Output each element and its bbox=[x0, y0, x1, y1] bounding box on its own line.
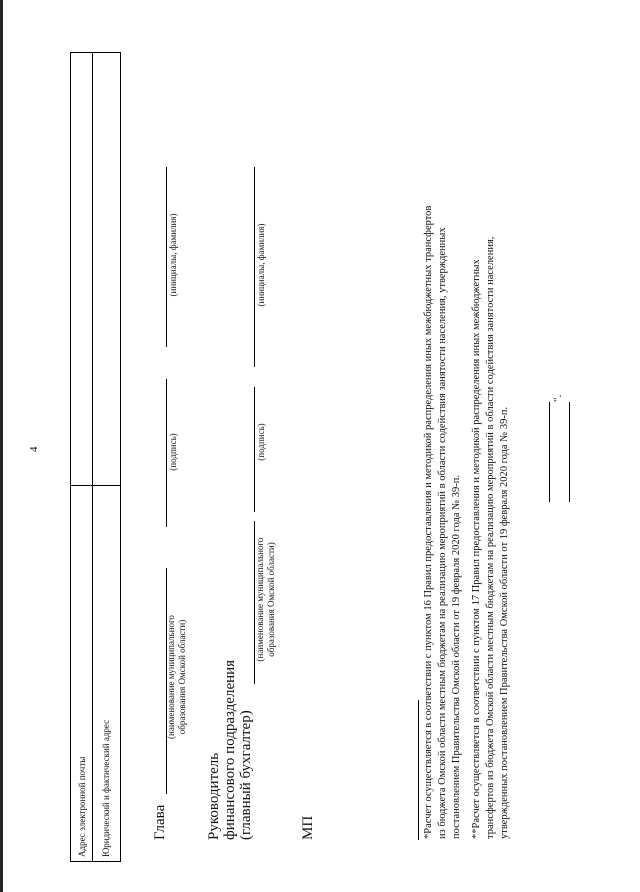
footnote-1: *Расчет осуществляется в соответствии с пунктом 16 Правил предоставления и методикой распределения иных межбюджетных трансфертов из бюджета Омской области местным бюджетам на реализацию мероприятий в области содействия занятости населения, утвержденных постановлением Правительства Омской области от 19 февраля 2020 года № 39-п. bbox=[423, 205, 462, 839]
head-title: Глава bbox=[152, 804, 168, 840]
closing-quote: ". bbox=[552, 394, 564, 402]
finance-signature-caption: (подпись) bbox=[256, 423, 266, 461]
head-signature-line bbox=[166, 379, 167, 527]
address-label: Юридический и фактический адрес bbox=[101, 719, 111, 857]
page-number: 4 bbox=[28, 446, 40, 452]
contacts-table bbox=[70, 52, 121, 862]
footnote-2: **Расчет осуществляется в соответствии с пунктом 17 Правил предоставления и методикой распределения иных межбюджетных трансфертов из бюджета Омской области местным бюджетам на реализацию мероприятий в области содействия занятости населения, утвержденных постановлением Правительства Омской области от 19 февраля 2020 года № 39-п. bbox=[471, 236, 510, 839]
footnote-separator bbox=[418, 700, 419, 840]
email-row bbox=[71, 53, 93, 861]
email-label: Адрес электронной почты bbox=[77, 756, 87, 857]
table-column-divider bbox=[71, 485, 120, 486]
finance-title: Руководитель финансового подразделения (главный бухгалтер) bbox=[206, 659, 254, 840]
stamp-label: МП bbox=[300, 815, 316, 840]
closing-line-lower bbox=[569, 402, 570, 502]
finance-initials-caption: (инициалы, фамилия) bbox=[256, 223, 266, 307]
finance-initials-line bbox=[254, 167, 255, 367]
head-municipality-caption: (наименование муниципального образования Омской области) bbox=[166, 615, 187, 739]
finance-signature-line bbox=[254, 387, 255, 512]
address-row bbox=[93, 53, 120, 861]
head-initials-caption: (инициалы, фамилия) bbox=[168, 213, 178, 297]
closing-line-upper bbox=[549, 402, 550, 502]
head-signature-caption: (подпись) bbox=[168, 433, 178, 471]
finance-municipality-caption: (наименование муниципального образования Омской области) bbox=[255, 537, 276, 662]
head-initials-line bbox=[166, 167, 167, 347]
